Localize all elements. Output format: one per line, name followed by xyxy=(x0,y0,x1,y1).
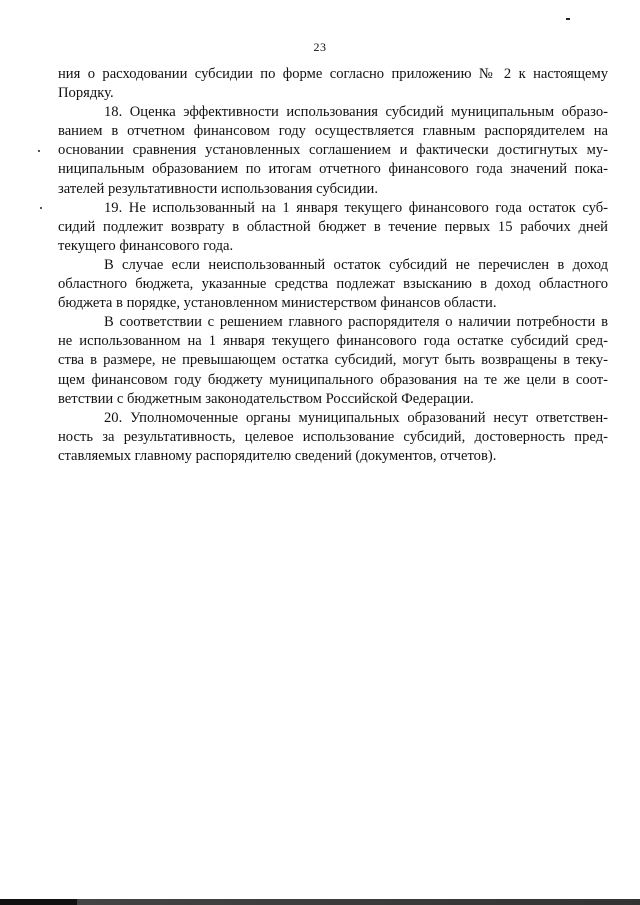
text-line: ность за результативность, целевое использование субсидий, достоверность пред- xyxy=(58,428,608,445)
paragraph-20 xyxy=(58,409,608,466)
paragraph-continuation xyxy=(58,65,608,103)
text-line: В случае если неиспользованный остаток субсидий не перечислен в доход xyxy=(104,256,608,273)
paragraph-return-decision xyxy=(58,313,608,408)
paragraph-unused-remainder xyxy=(58,256,608,313)
paragraph-18 xyxy=(58,103,608,198)
scan-speck xyxy=(566,18,570,20)
text-line: ниципальным образованием по итогам отчетного финансового года значений пока- xyxy=(58,161,608,178)
text-line: не использованном на 1 января текущего финансового года остатке субсидий сред- xyxy=(58,333,608,350)
text-line: текущего финансового года. xyxy=(58,237,234,254)
text-line: 20. Уполномоченные органы муниципальных образований несут ответствен- xyxy=(104,409,608,426)
text-line: ванием в отчетном финансовом году осуществляется главным распорядителем на xyxy=(58,123,608,140)
text-line: Порядку. xyxy=(58,85,114,102)
page-number: 23 xyxy=(313,40,327,54)
text-line: ства в размере, не превышающем остатка субсидий, могут быть возвращены в теку- xyxy=(58,352,608,369)
text-line: В соответствии с решением главного распорядителя о наличии потребности в xyxy=(104,314,608,331)
text-line: щем финансовом году бюджету муниципального образования на те же цели в соот- xyxy=(58,371,608,388)
text-line: сидий подлежит возврату в областной бюджет в течение первых 15 рабочих дней xyxy=(58,218,608,235)
text-line: основании сравнения установленных соглашением и фактически достигнутых му- xyxy=(58,142,608,159)
scan-bottom-edge xyxy=(0,899,640,905)
document-body xyxy=(58,65,608,466)
text-line: 18. Оценка эффективности использования субсидий муниципальным образо- xyxy=(104,104,608,121)
paragraph-19 xyxy=(58,199,608,256)
text-line: ветствии с бюджетным законодательством Российской Федерации. xyxy=(58,390,474,407)
text-line: бюджета в порядке, установленном министерством финансов области. xyxy=(58,295,497,312)
scan-speck xyxy=(40,207,42,209)
text-line: ния о расходовании субсидии по форме согласно приложению № 2 к настоящему xyxy=(58,66,608,82)
text-line: областного бюджета, указанные средства подлежат взысканию в доход областного xyxy=(58,276,608,293)
scan-speck xyxy=(38,150,40,152)
text-line: ставляемых главному распорядителю сведений (документов, отчетов). xyxy=(58,447,497,464)
text-line: зателей результативности использования субсидии. xyxy=(58,180,378,197)
text-line: 19. Не использованный на 1 января текущего финансового года остаток суб- xyxy=(104,199,608,216)
